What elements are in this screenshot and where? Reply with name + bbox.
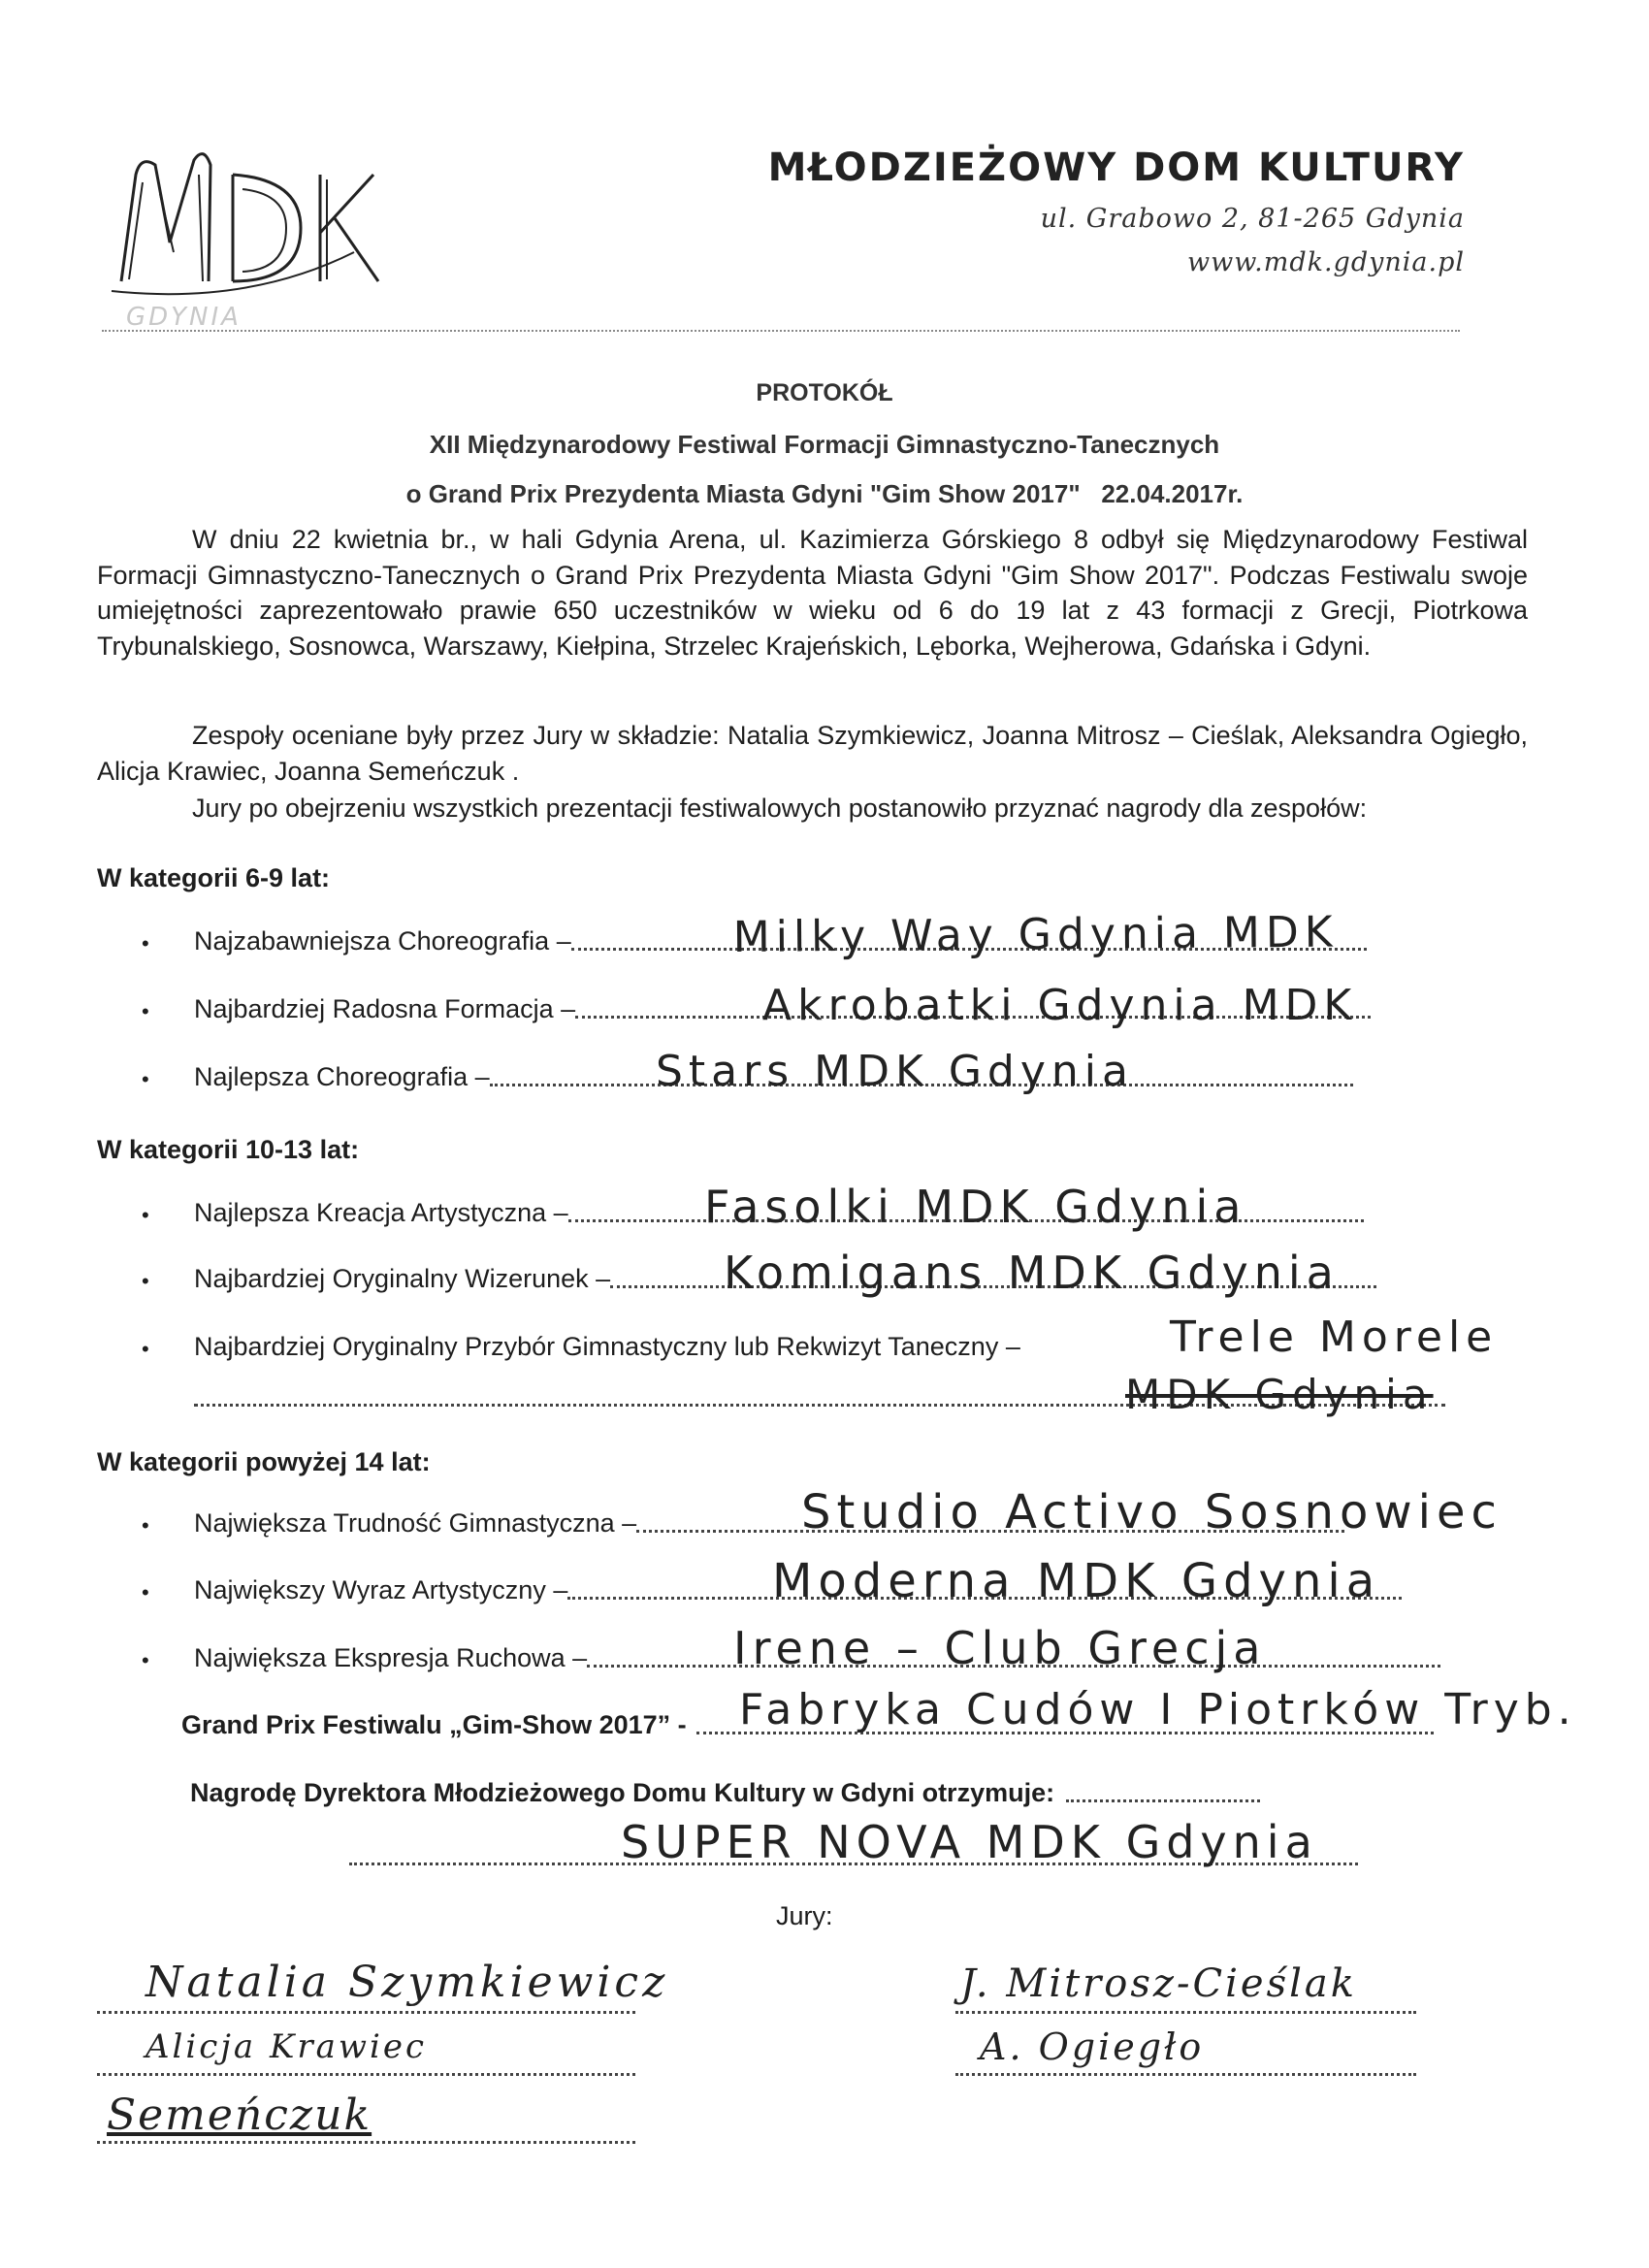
category-heading: W kategorii powyżej 14 lat: (97, 1447, 431, 1476)
bullet: • (142, 999, 149, 1023)
award-row (142, 1312, 1499, 1362)
bullet: • (142, 1337, 149, 1361)
festival-subtitle: o Grand Prix Prezydenta Miasta Gdyni "Gim Show 2017" 22.04.2017r. (405, 479, 1244, 508)
award-row (142, 907, 1367, 962)
institution-block (768, 146, 1465, 277)
handwritten-winner: Trele Morele (1170, 1312, 1499, 1362)
jury-signature: Alicja Krawiec (146, 2027, 428, 2066)
award-name: Najlepsza Choreografia – (194, 1062, 490, 1091)
handwritten-winner: Komigans MDK Gdynia (724, 1247, 1340, 1299)
intro-paragraph (97, 522, 1528, 664)
signature-line (97, 2011, 635, 2014)
svg-text:GDYNIA: GDYNIA (126, 303, 242, 330)
award-row (142, 1247, 1376, 1299)
institution-name: MŁODZIEŻOWY DOM KULTURY (767, 146, 1465, 190)
handwritten-winner: Studio Activo Sosnowiec (801, 1485, 1503, 1539)
festival-name: XII Międzynarodowy Festiwal Formacji Gimnastyczno-Tanecznych (429, 430, 1220, 459)
handwritten-winner: Fabryka Cudów I Piotrków Tryb. (739, 1685, 1577, 1734)
award-row (142, 1554, 1402, 1608)
signature-line (97, 2073, 635, 2076)
document-heading: PROTOKÓŁ (756, 379, 893, 406)
handwritten-winner: Fasolki MDK Gdynia (704, 1181, 1247, 1233)
category-heading: W kategorii 10-13 lat: (97, 1135, 360, 1164)
header-divider (102, 330, 1460, 332)
award-name: Największa Ekspresja Ruchowa – (194, 1643, 588, 1672)
mdk-logo (102, 136, 393, 330)
handwritten-winner: SUPER NOVA MDK Gdynia (621, 1816, 1318, 1868)
jury-signature: Semeńczuk (107, 2090, 372, 2140)
bullet: • (142, 1269, 149, 1293)
category-heading: W kategorii 6-9 lat: (97, 863, 331, 892)
handwritten-winner: Stars MDK Gdynia (656, 1047, 1134, 1096)
award-row (142, 1047, 1353, 1096)
bullet: • (142, 1203, 149, 1227)
award-name: Najbardziej Oryginalny Wizerunek – (194, 1264, 611, 1293)
award-row (142, 1622, 1440, 1674)
handwritten-winner: Akrobatki Gdynia MDK (762, 981, 1358, 1030)
jury-signature: A. Ogiegło (980, 2025, 1205, 2068)
director-prize-row (190, 1778, 1260, 1808)
jury-signature: Natalia Szymkiewicz (146, 1958, 669, 2007)
bullet: • (142, 1067, 149, 1091)
jury-signature: J. Mitrosz-Cieślak (960, 1961, 1357, 2006)
intro-text: W dniu 22 kwietnia br., w hali Gdynia Arena, ul. Kazimierza Górskiego 8 odbył się Międzynarodowy Festiwal Formacji Gimnastyczno-Tanecznych o Grand Prix Prezydenta Miasta Gdyni "Gim Show 2017". Podczas Festiwalu swoje umiejętności zaprezentowało prawie 650 uczestników w wieku od 6 do 19 lat z 43 formacji z Grecji, Piotrkowa Trybunalskiego, Sosnowca, Warszawy, Kiełpina, Strzelec Krajeńskich, Lęborka, Wejherowa, Gdańska i Gdyni. (97, 525, 1528, 661)
handwritten-winner-continued: MDK Gdynia (1125, 1371, 1434, 1418)
decision-paragraph (97, 791, 1528, 826)
handwritten-winner: Milky Way Gdynia MDK (732, 907, 1339, 962)
decision-text: Jury po obejrzeniu wszystkich prezentacji festiwalowych postanowiło przyznać nagrody dla zespołów: (192, 794, 1368, 823)
award-name: Najbardziej Radosna Formacja – (194, 994, 576, 1023)
award-row (142, 981, 1371, 1030)
award-row (142, 1181, 1364, 1233)
signature-line (955, 2011, 1416, 2014)
grand-prix-label: Grand Prix Festiwalu „Gim-Show 2017” - (181, 1710, 687, 1739)
grand-prix-row (181, 1685, 1577, 1740)
fill-line (1066, 1799, 1260, 1802)
award-name: Największa Trudność Gimnastyczna – (194, 1508, 637, 1538)
bullet: • (142, 1580, 149, 1604)
jury-label: Jury: (776, 1901, 833, 1930)
award-name: Największy Wyraz Artystyczny – (194, 1575, 568, 1604)
handwritten-winner: Irene – Club Grecja (733, 1622, 1267, 1674)
bullet: • (142, 1648, 149, 1672)
jury-text: Zespoły oceniane były przez Jury w składzie: Natalia Szymkiewicz, Joanna Mitrosz – Cieślak, Aleksandra Ogiegło, Alicja Krawiec, Joanna Semeńczuk . (97, 721, 1528, 786)
award-name: Najzabawniejsza Choreografia – (194, 926, 571, 956)
bullet: • (142, 1513, 149, 1538)
bullet: • (142, 931, 149, 956)
award-row (142, 1485, 1503, 1539)
jury-paragraph (97, 718, 1528, 789)
award-name: Najbardziej Oryginalny Przybór Gimnastyczny lub Rekwizyt Taneczny – (194, 1332, 1020, 1361)
institution-website: www.mdk.gdynia.pl (1187, 247, 1465, 277)
award-name: Najlepsza Kreacja Artystyczna – (194, 1198, 568, 1227)
director-prize-label: Nagrodę Dyrektora Młodzieżowego Domu Kultury w Gdyni otrzymuje: (190, 1778, 1055, 1807)
institution-address: ul. Grabowo 2, 81-265 Gdynia (1040, 204, 1465, 234)
handwritten-winner: Moderna MDK Gdynia (772, 1554, 1381, 1608)
signature-line (97, 2141, 635, 2144)
signature-line (955, 2073, 1416, 2076)
